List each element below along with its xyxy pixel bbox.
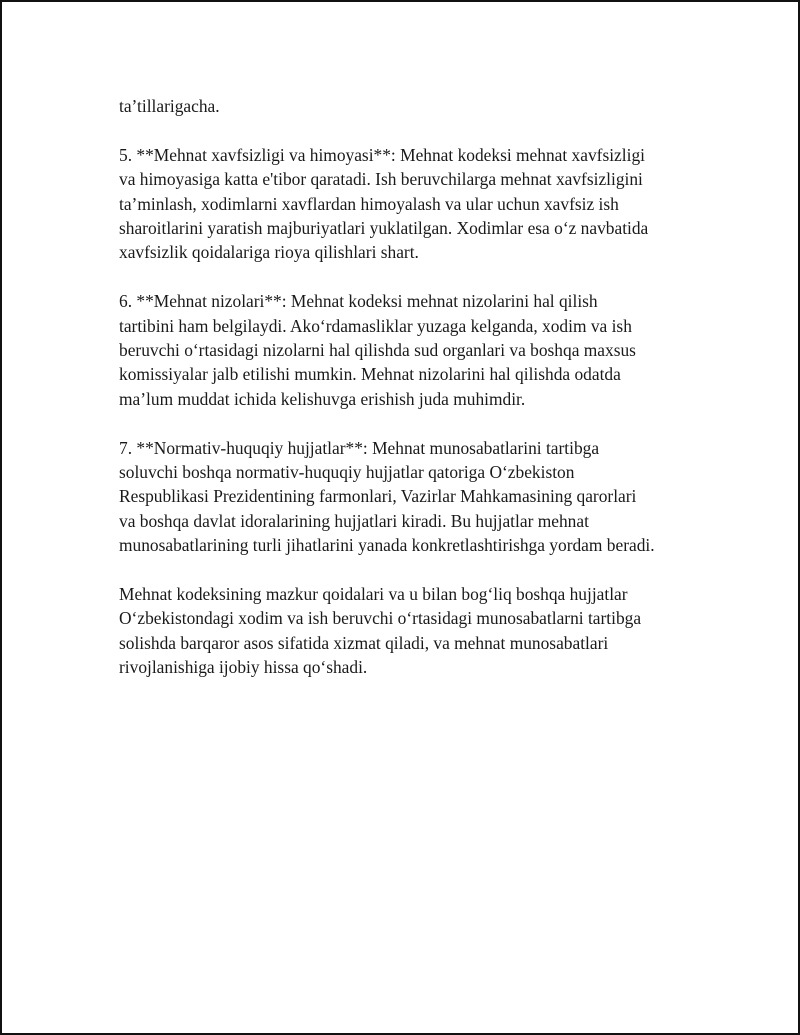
- paragraph-item-7-normative-acts: 7. **Normativ-huquqiy hujjatlar**: Mehnat munosabatlarini tartibga soluvchi boshqa normativ-huquqiy hujjatlar qatoriga O‘zbekiston Respublikasi Prezidentining farmonlari, Vazirlar Mahkamasining qarorlari va boshqa davlat idoralarining hujjatlari kiradi. Bu hujjatlar mehnat munosabatlarining turli jihatlarini yanada konkretlashtirishga yordam beradi.: [119, 437, 655, 556]
- paragraph-item-5-labor-safety: 5. **Mehnat xavfsizligi va himoyasi**: Mehnat kodeksi mehnat xavfsizligi va himoyasiga katta e'tibor qaratadi. Ish beruvchilarga mehnat xavfsizligini ta’minlash, xodimlarni xavflardan himoyalash va ular uchun xavfsiz ish sharoitlarini yaratish majburiyatlari yuklatilgan. Xodimlar esa o‘z navbatida xavfsizlik qoidalariga rioya qilishlari shart.: [119, 144, 649, 263]
- paragraph-conclusion: Mehnat kodeksining mazkur qoidalari va u bilan bog‘liq boshqa hujjatlar O‘zbekistondagi xodim va ish beruvchi o‘rtasidagi munosabatlarni tartibga solishda barqaror asos sifatida xizmat qiladi, va mehnat munosabatlari rivojlanishiga ijobiy hissa qo‘shadi.: [119, 584, 642, 678]
- paragraph-item-6-labor-disputes: 6. **Mehnat nizolari**: Mehnat kodeksi mehnat nizolarini hal qilish tartibini ham belgilaydi. Ako‘rdamasliklar yuzaga kelganda, xodim va ish beruvchi o‘rtasidagi nizolarni hal qilishda sud organlari va boshqa maxsus komissiyalar jalb etilishi mumkin. Mehnat nizolarini hal qilishda odatda ma’lum muddat ichida kelishuvga erishish juda muhimdir.: [119, 291, 636, 409]
- paragraph-continuation: ta’tillarigacha.: [119, 96, 220, 116]
- document-body: [119, 94, 699, 704]
